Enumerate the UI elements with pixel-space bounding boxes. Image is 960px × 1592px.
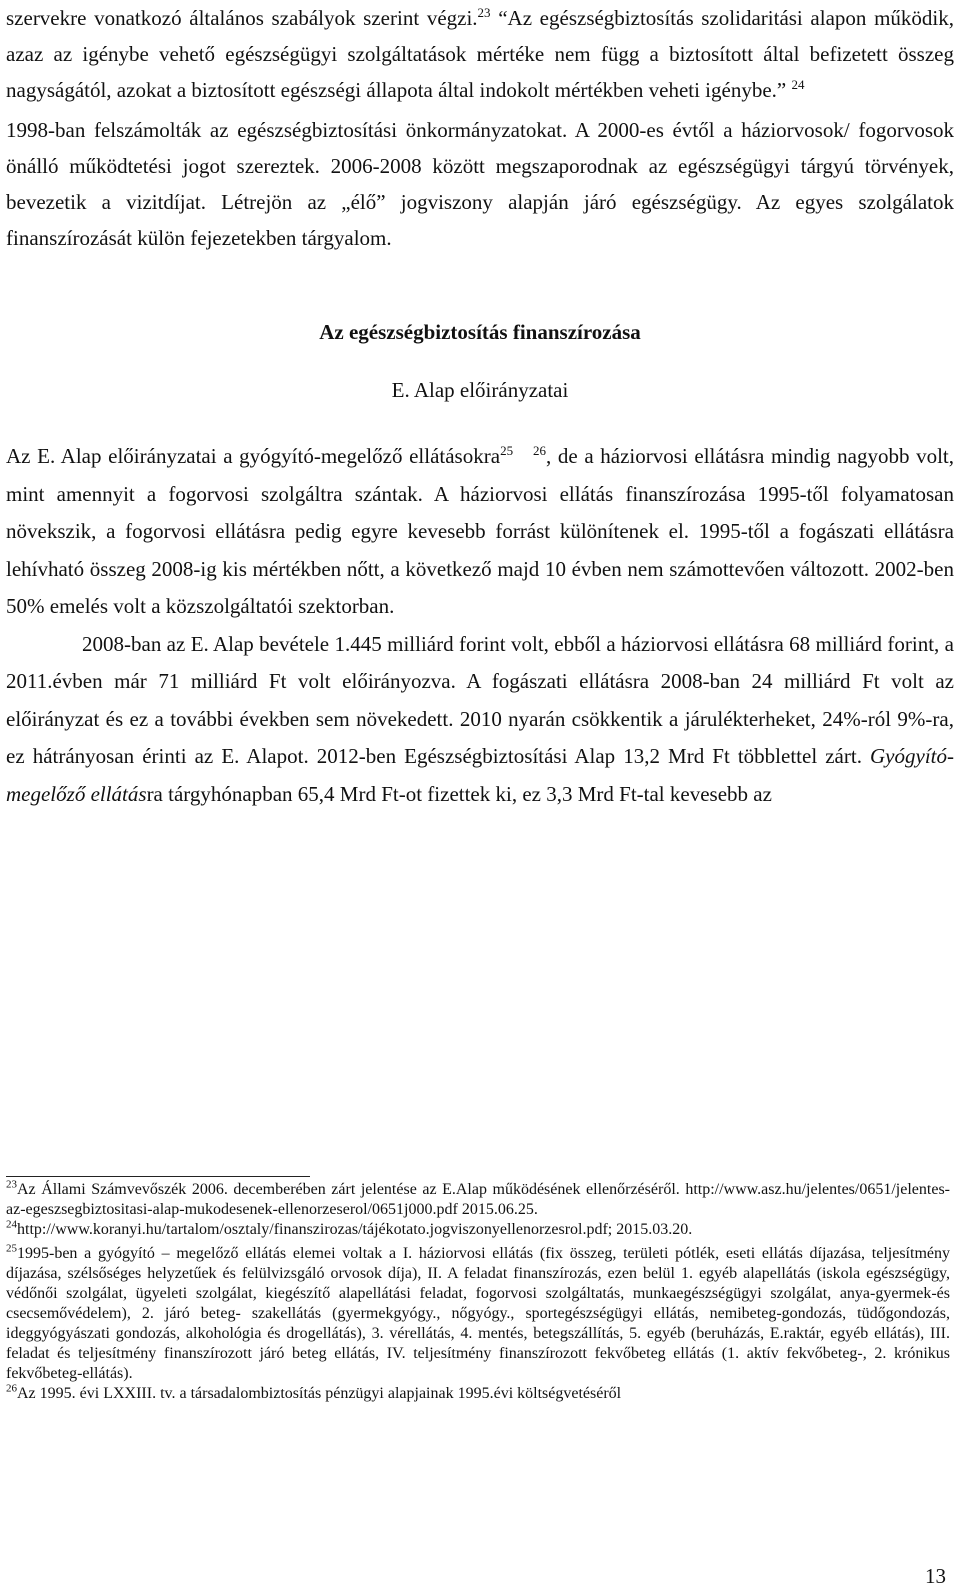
page-number: 13 (925, 1564, 946, 1588)
footnote-text: 1995-ben a gyógyító – megelőző ellátás elemei voltak a I. háziorvosi ellátás (fix összeg, területi pótlék, eseti ellátás díjazása, teljesítmény díjazása, szélsőséges helyzetűek és felülvizsgáló orvosok díja), II. A feladat finanszírozás, ezen belül 1. egyéb alapellátás (iskola egészségügy, védőnői szolgálat, ügyeleti szolgálat, kiegészítő alapellátási feladat, fogorvosi szolgáltatás, munkaegészségügyi szolgálat, anya-gyermek-és csecsemővédelem), 2. járó beteg- szakellátás (gyermekgyógy., nőgyógy., sportegészségügyi ellátás, nemibeteg-gondozás, tüdőgondozás, ideggyógyászati gondozás, alkohológia és drogellátás), 3. vérellátás, 4. mentés, betegszállítás, 5. egyéb (beruházás, E.raktár, egyéb ellátás), III. feladat és teljesítmény finanszírozott járó beteg ellátás, IV. teljesítmény finanszírozott fekvőbeteg ellátás (1. aktív fekvőbeteg-, 2. krónikus fekvőbeteg-ellátás). (6, 1245, 950, 1382)
document-page (6, 0, 954, 813)
footnote-number: 25 (6, 1242, 17, 1255)
footnote-ref-26[interactable]: 26 (532, 443, 546, 458)
footnote-24 (6, 1220, 950, 1240)
paragraph-allocations-text: Az E. Alap előirányzatai a gyógyító-megelőző ellátásokra (6, 444, 501, 468)
italic-term: Gyógyító-megelőző ellátás (6, 744, 954, 806)
footnote-number: 23 (6, 1178, 17, 1191)
section-heading: Az egészségbiztosítás finanszírozása (319, 320, 641, 344)
paragraph-intro-quote: “Az egészségbiztosítás szolidaritási alapon működik, azaz az igénybe vehető egészségügyi szolgáltatások mértéke nem függ a biztosított által befizetett összeg nagyságától, azokat a biztosított egészségi állapota által indokolt mértékben veheti igénybe.” (6, 6, 954, 102)
footnote-text: http://www.koranyi.hu/tartalom/osztaly/finanszirozas/tájékotato.jogviszonyellenorzesrol.pdf; 2015.03.20. (17, 1221, 693, 1238)
paragraph-figures-rest: ra tárgyhónapban 65,4 Mrd Ft-ot fizettek ki, ez 3,3 Mrd Ft-tal kevesebb az (146, 781, 772, 806)
footnote-text: Az 1995. évi LXXIII. tv. a társadalombiztosítás pénzügyi alapjainak 1995.évi költségvetéséről (17, 1385, 622, 1402)
footnote-23 (6, 1180, 950, 1220)
section-subheading: E. Alap előirányzatai (391, 378, 569, 402)
paragraph-figures (6, 626, 954, 814)
paragraph-intro-text: szervekre vonatkozó általános szabályok szerint végzi. (6, 6, 478, 30)
paragraph-history: 1998-ban felszámolták az egészségbiztosítási önkormányzatokat. A 2000-es évtől a háziorvosok/ fogorvosok önálló működtetési jogot szereztek. 2006-2008 között megszaporodnak az egészségügyi tárgyú törvények, bevezetik a vizitdíjat. Létrejön az „élő” jogviszony alapján járó egészségügy. Az egyes szolgálatok finanszírozását külön fejezetekben tárgyalom. (6, 118, 954, 250)
footnote-separator (6, 1176, 310, 1177)
footnotes (6, 1180, 950, 1404)
footnote-text: Az Állami Számvevőszék 2006. decemberében zárt jelentése az E.Alap működésének ellenőrzéséről. http://www.asz.hu/jelentes/0651/jelentes-az-egeszsegbiztositasi-alap-mukodesenek-ellenorzeserol/0651j000.pdf 2015.06.25. (6, 1181, 950, 1218)
paragraph-allocations (6, 438, 954, 626)
paragraph-allocations-rest: , de a háziorvosi ellátásra mindig nagyobb volt, mint amennyit a fogorvosi szolgáltra szántak. A háziorvosi ellátás finanszírozása 1995-től folyamatosan növekszik, a fogorvosi ellátásra pedig egyre kevesebb forrást különítenek el. 1995-től a fogászati ellátásra lehívható összeg 2008-ig kis mértékben nőtt, a következő majd 10 évben nem számottevően változott. 2002-ben 50% emelés volt a közszolgáltatói szektorban. (6, 444, 955, 618)
footnote-number: 24 (6, 1218, 17, 1231)
footnote-25 (6, 1244, 950, 1384)
paragraph-intro (6, 0, 954, 108)
footnote-number: 26 (6, 1382, 17, 1395)
footnote-26 (6, 1384, 950, 1404)
footnote-ref-25[interactable]: 25 (500, 443, 514, 458)
paragraph-figures-text: 2008-ban az E. Alap bevétele 1.445 milliárd forint volt, ebből a háziorvosi ellátásra 68 milliárd forint, a 2011.évben már 71 milliárd Ft volt előirányozva. A fogászati ellátásra 2008-ban 24 milliárd Ft volt az előirányzat és ez a további években sem növekedett. 2010 nyarán csökkentik a járulékterheket, 24%-ról 9%-ra, ez hátrányosan érinti az E. Alapot. 2012-ben Egészségbiztosítási Alap 13,2 Mrd Ft többlettel zárt. (6, 631, 954, 768)
footnote-ref-23[interactable]: 23 (477, 5, 491, 20)
footnote-ref-24[interactable]: 24 (791, 77, 805, 92)
